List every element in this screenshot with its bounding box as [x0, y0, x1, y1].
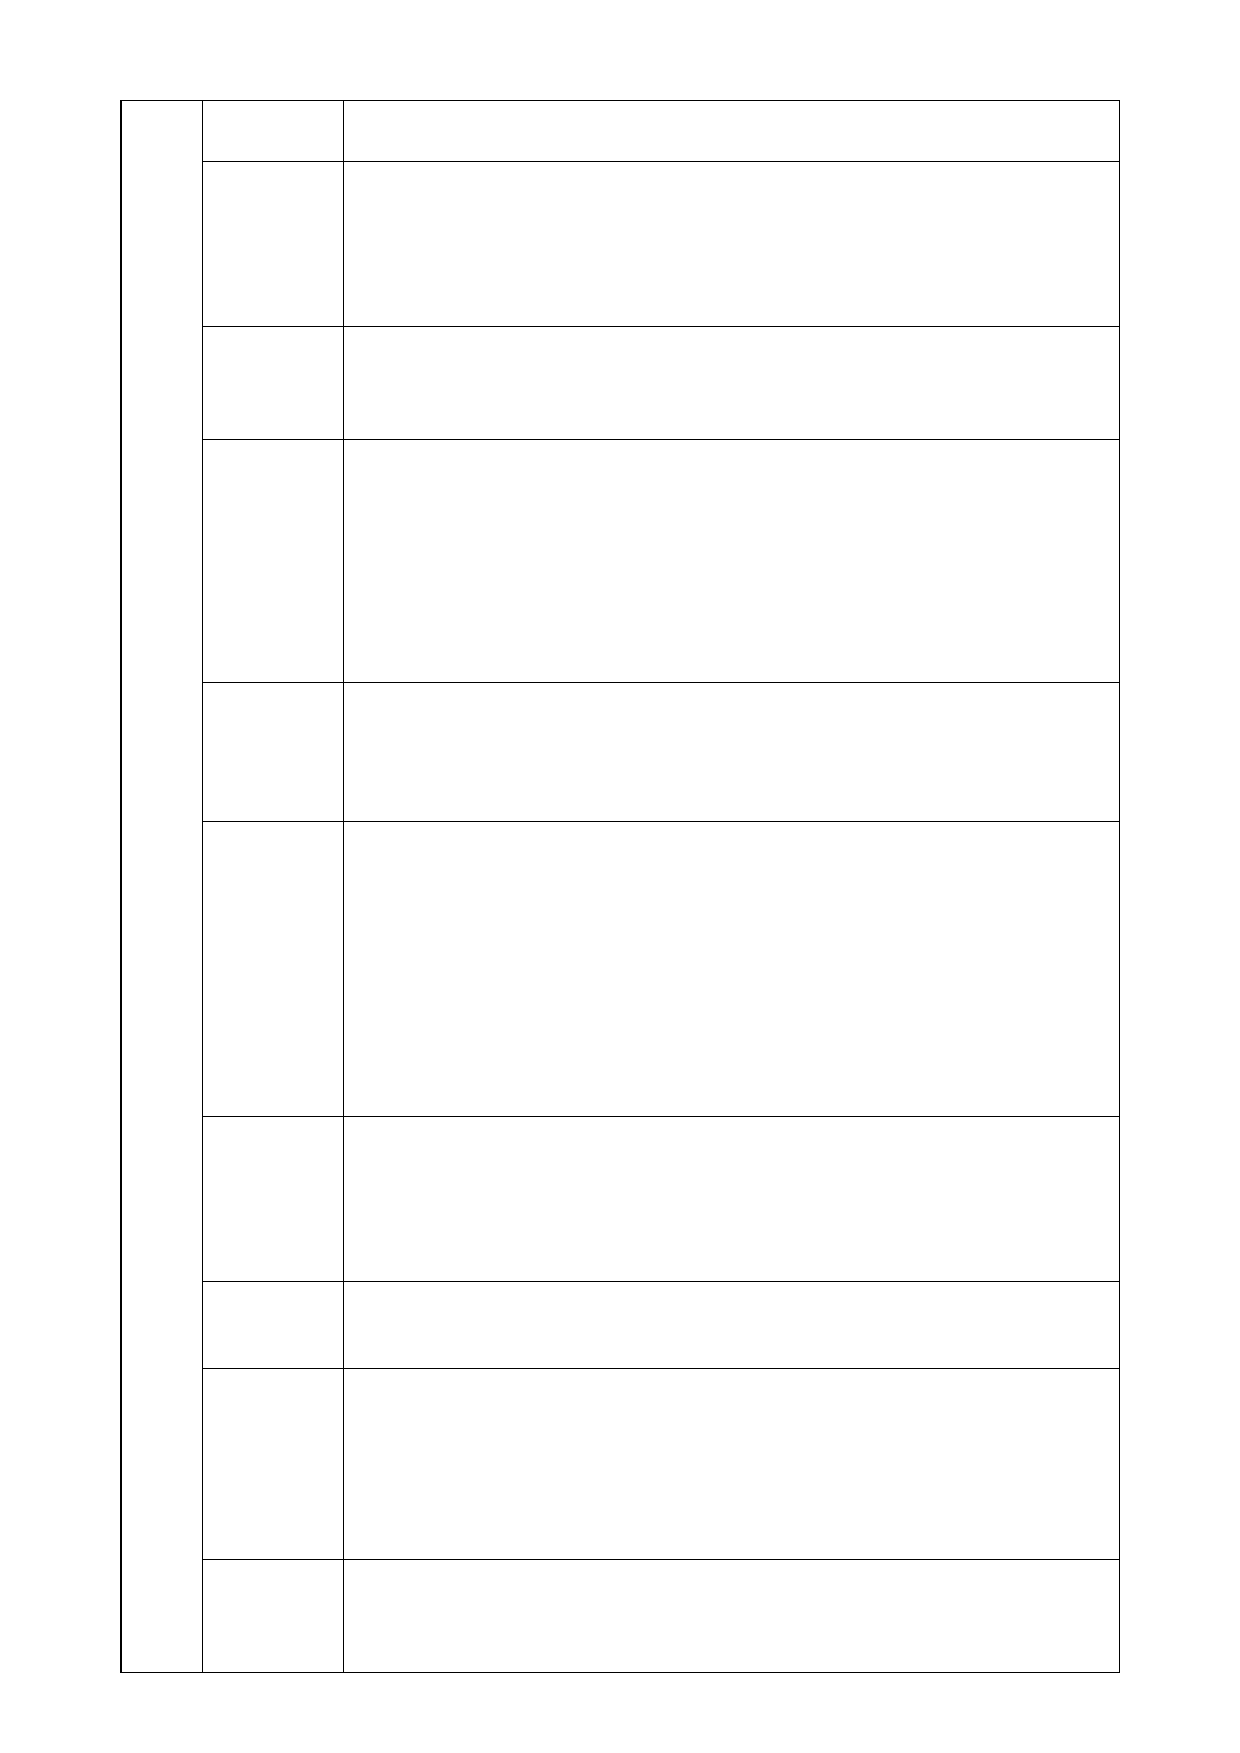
measure-line — [358, 1373, 1105, 1399]
table-row — [121, 1282, 1120, 1369]
table-row — [121, 440, 1120, 683]
region-cell — [203, 440, 344, 683]
measure-line — [358, 244, 1105, 270]
measure-line — [358, 1034, 1105, 1060]
measure-line — [358, 296, 1105, 322]
table-body — [121, 101, 1120, 1673]
measure-line — [358, 270, 1105, 296]
region-cell — [203, 822, 344, 1117]
measure-line — [358, 904, 1105, 930]
region-cell — [203, 101, 344, 162]
region-cell — [203, 1117, 344, 1282]
measure-content-cell — [344, 440, 1120, 683]
measure-line — [358, 1451, 1105, 1477]
measure-line — [358, 739, 1105, 765]
measure-line — [358, 1590, 1105, 1616]
table-row — [121, 1117, 1120, 1282]
regional-entry-table — [120, 100, 1120, 1673]
measure-line — [358, 383, 1105, 409]
measure-line — [358, 218, 1105, 244]
measure-line — [358, 713, 1105, 739]
measure-line — [358, 131, 1105, 157]
measure-line — [358, 1173, 1105, 1199]
measure-line — [358, 1642, 1105, 1668]
measure-line — [358, 357, 1105, 383]
region-cell — [203, 683, 344, 822]
table-row — [121, 1369, 1120, 1560]
measure-line — [358, 1338, 1105, 1364]
measure-line — [358, 1121, 1105, 1147]
measure-line — [358, 496, 1105, 522]
measure-line — [358, 1477, 1105, 1503]
measure-line — [358, 1564, 1105, 1590]
measure-line — [358, 791, 1105, 817]
region-cell — [203, 1282, 344, 1369]
measure-line — [358, 765, 1105, 791]
measure-content-cell — [344, 327, 1120, 440]
measure-line — [358, 1312, 1105, 1338]
measure-content-cell — [344, 162, 1120, 327]
measure-line — [358, 1399, 1105, 1425]
table-row — [121, 683, 1120, 822]
measure-line — [358, 826, 1105, 852]
table-row — [121, 101, 1120, 162]
table-row — [121, 327, 1120, 440]
measure-line — [358, 1060, 1105, 1086]
measure-line — [358, 444, 1105, 470]
measure-line — [358, 1503, 1105, 1529]
measure-line — [358, 852, 1105, 878]
measure-line — [358, 166, 1105, 192]
measure-line — [358, 1199, 1105, 1225]
measure-line — [358, 105, 1105, 131]
measure-line — [358, 1286, 1105, 1312]
measure-line — [358, 409, 1105, 435]
measure-line — [358, 548, 1105, 574]
region-cell — [203, 1369, 344, 1560]
measure-content-cell — [344, 1560, 1120, 1673]
measure-line — [358, 600, 1105, 626]
measure-line — [358, 652, 1105, 678]
measure-line — [358, 1251, 1105, 1277]
measure-line — [358, 470, 1105, 496]
table-row — [121, 822, 1120, 1117]
measure-content-cell — [344, 1117, 1120, 1282]
measure-line — [358, 1425, 1105, 1451]
region-cell — [203, 327, 344, 440]
table-row — [121, 162, 1120, 327]
measure-content-cell — [344, 1282, 1120, 1369]
measure-content-cell — [344, 822, 1120, 1117]
measure-line — [358, 574, 1105, 600]
measure-line — [358, 1008, 1105, 1034]
measure-line — [358, 1147, 1105, 1173]
measure-content-cell — [344, 1369, 1120, 1560]
measure-line — [358, 331, 1105, 357]
table-row — [121, 1560, 1120, 1673]
measure-line — [358, 1086, 1105, 1112]
region-cell — [203, 162, 344, 327]
measure-line — [358, 1616, 1105, 1642]
region-cell — [203, 1560, 344, 1673]
measure-content-cell — [344, 683, 1120, 822]
measure-line — [358, 956, 1105, 982]
measure-line — [358, 192, 1105, 218]
measure-line — [358, 982, 1105, 1008]
measure-line — [358, 878, 1105, 904]
measure-content-cell — [344, 101, 1120, 162]
measure-line — [358, 1529, 1105, 1555]
measure-line — [358, 930, 1105, 956]
measure-line — [358, 687, 1105, 713]
category-column-cell — [121, 101, 203, 1673]
measure-line — [358, 1225, 1105, 1251]
measure-line — [358, 626, 1105, 652]
measure-line — [358, 522, 1105, 548]
